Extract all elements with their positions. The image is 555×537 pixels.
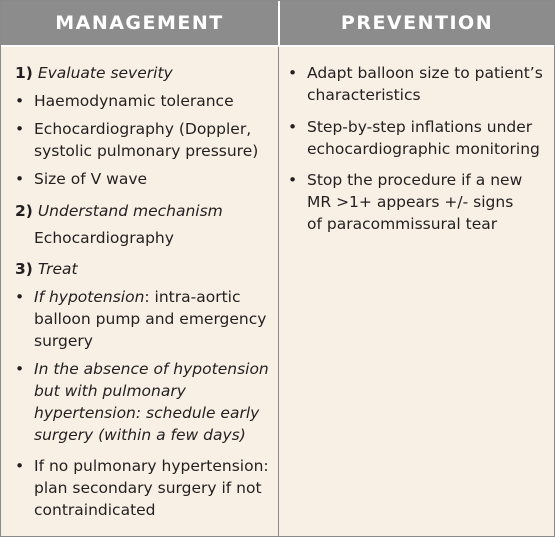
- prevention-line: Stop the procedure if a new: [307, 171, 523, 189]
- bullet-glyph: •: [15, 457, 25, 475]
- no-ph-line: plan secondary surgery if not: [34, 479, 262, 497]
- no-ph-line: If no pulmonary hypertension:: [34, 457, 269, 475]
- prevention-line: Adapt balloon size to patient’s: [307, 64, 543, 82]
- management-item-no-pulmonary-hypertension: [34, 455, 269, 521]
- prevention-line: of paracommissural tear: [307, 215, 498, 233]
- management-item-tolerance: Haemodynamic tolerance: [34, 92, 234, 110]
- header-prevention: PREVENTION: [340, 12, 494, 34]
- no-hypotension-line: In the absence of hypotension: [34, 360, 269, 378]
- bullet-glyph: •: [288, 118, 298, 136]
- prevention-item-stop-procedure: [307, 169, 522, 235]
- step-1-heading: [15, 62, 173, 84]
- management-item-hypotension: [34, 286, 266, 352]
- hypotension-line: surgery: [34, 332, 93, 350]
- bullet-glyph: •: [15, 92, 25, 110]
- step-2-text: Understand mechanism: [37, 202, 223, 220]
- prevention-line: echocardiographic monitoring: [307, 140, 540, 158]
- prevention-item-balloon-size: [307, 62, 543, 106]
- prevention-column: [279, 47, 554, 536]
- no-hypotension-line: surgery (within a few days): [34, 426, 246, 444]
- bullet-glyph: •: [15, 288, 25, 306]
- bullet-glyph: •: [15, 170, 25, 188]
- management-column: [1, 47, 279, 536]
- management-item-echo-line: Echocardiography (Doppler,: [34, 120, 252, 138]
- step-2-detail: Echocardiography: [34, 229, 174, 247]
- management-item-echo: [34, 118, 258, 162]
- no-ph-line: contraindicated: [34, 501, 156, 519]
- prevention-line: characteristics: [307, 86, 421, 104]
- prevention-line: MR >1+ appears +/- signs: [307, 193, 514, 211]
- hypotension-line: : intra-aortic: [144, 288, 241, 306]
- prevention-item-stepwise-inflations: [307, 116, 540, 160]
- prevention-line: Step-by-step inflations under: [307, 118, 533, 136]
- no-hypotension-line: but with pulmonary: [34, 382, 186, 400]
- no-hypotension-line: hypertension: schedule early: [34, 404, 260, 422]
- bullet-glyph: •: [288, 171, 298, 189]
- step-3-heading: [15, 258, 78, 280]
- management-item-no-hypotension: [34, 358, 269, 446]
- step-2-heading: [15, 200, 223, 222]
- step-3-number: 3): [15, 260, 33, 278]
- step-1-number: 1): [15, 64, 33, 82]
- hypotension-line: balloon pump and emergency: [34, 310, 267, 328]
- bullet-glyph: •: [288, 64, 298, 82]
- step-3-text: Treat: [37, 260, 78, 278]
- management-item-echo-line: systolic pulmonary pressure): [34, 142, 259, 160]
- bullet-glyph: •: [15, 120, 25, 138]
- bullet-glyph: •: [15, 360, 25, 378]
- hypotension-italic: If hypotension: [34, 288, 145, 306]
- step-1-text: Evaluate severity: [37, 64, 173, 82]
- step-2-number: 2): [15, 202, 33, 220]
- header-management: MANAGEMENT: [1, 1, 280, 45]
- table-header: [1, 1, 554, 47]
- management-item-vwave: Size of V wave: [34, 170, 148, 188]
